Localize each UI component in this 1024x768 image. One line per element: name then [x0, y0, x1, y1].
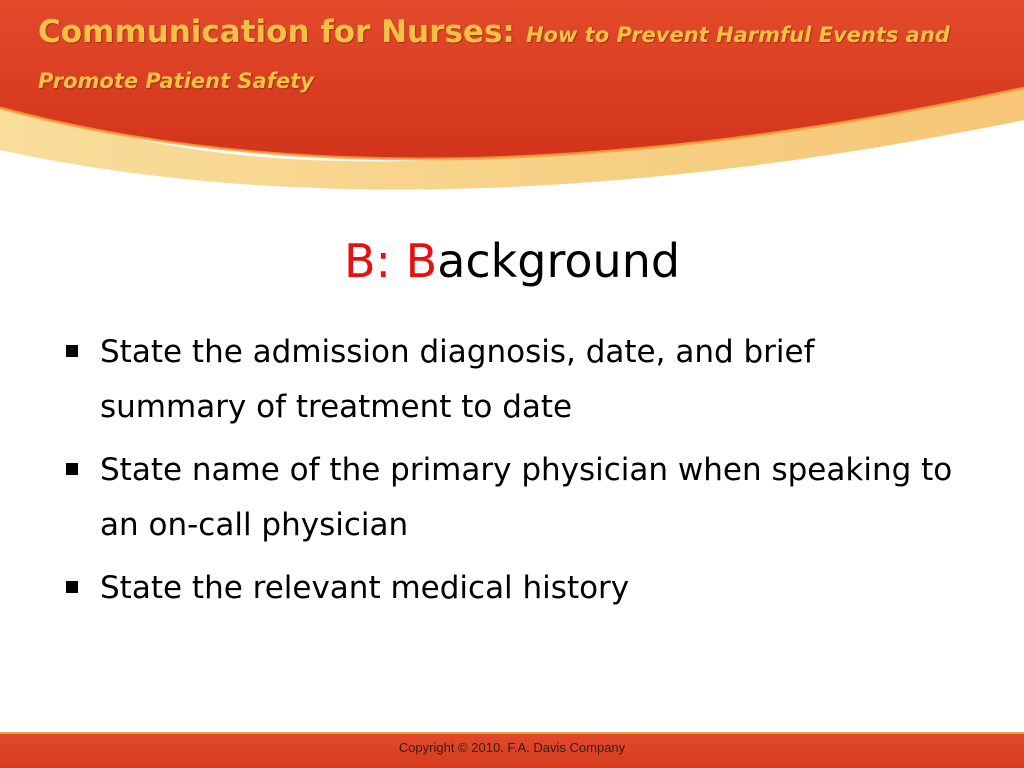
bullet-item [64, 561, 964, 616]
copyright-text: Copyright © 2010. F.A. Davis Company [398, 740, 626, 755]
deck-title [38, 10, 998, 102]
bullet-text: State the relevant medical history [100, 570, 630, 606]
slide-title-accent: B: B [343, 234, 438, 288]
slide-title [0, 230, 1024, 292]
square-bullet-icon [66, 581, 78, 593]
bullet-text: State name of the primary physician when speaking to an on-call physician [100, 452, 953, 543]
square-bullet-icon [66, 463, 78, 475]
bullet-list [64, 325, 964, 624]
bullet-text: State the admission diagnosis, date, and brief summary of treatment to date [100, 334, 815, 425]
bullet-item [64, 325, 964, 435]
deck-title-main: Communication for Nurses: [38, 14, 515, 50]
deck-title-subtitle: How to Prevent Harmful Events and Promote Patient Safety [38, 23, 950, 93]
slide-title-rest: ackground [437, 234, 681, 288]
bullet-item [64, 443, 964, 553]
square-bullet-icon [66, 345, 78, 357]
footer-bar [0, 732, 1024, 768]
